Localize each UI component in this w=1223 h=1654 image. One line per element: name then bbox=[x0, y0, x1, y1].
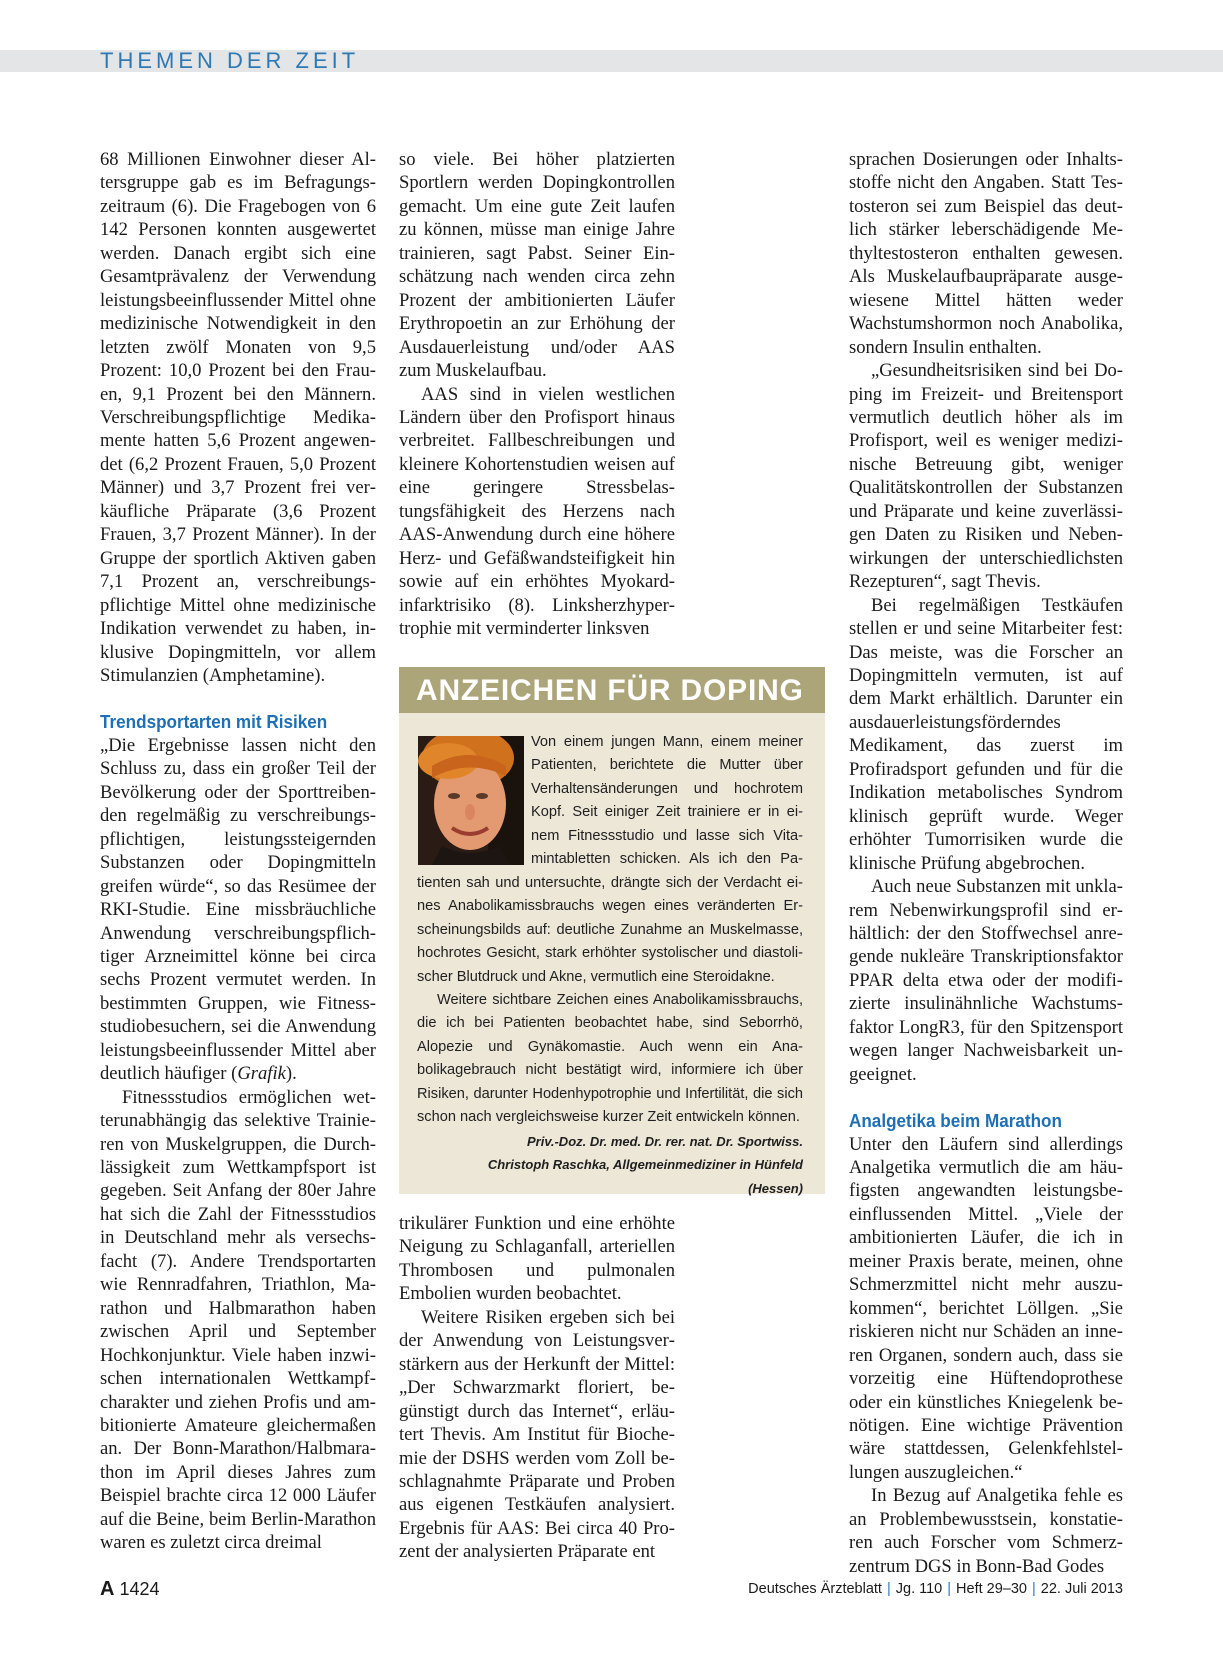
author-affiliation: Christoph Raschka, Allgemeinmediziner in Hünfeld (Hessen) bbox=[487, 1157, 803, 1196]
paragraph: Unter den Läufern sind allerdings Analgetika vermutlich die am häufigsten angewandten leistungsbeeinflussenden Mittel. „Viele der ambitionierten Läufer, die ich in meiner Praxis berate, meinen, ohne Schmerzmittel nicht mehr auszukommen“, berichtet Löllgen. „Sie riskieren nicht nur Schäden an inneren Organen, sondern auch, dass sie vorzeitig eine Hüftendoprothese oder ein künstliches Kniegelenk benötigen. Eine wichtige Prävention wäre stattdessen, Gelenkfehlstellungen auszugleichen.“ bbox=[849, 1133, 1123, 1483]
sidebar-box-body bbox=[417, 731, 803, 1200]
text-column-2-bottom bbox=[399, 1212, 675, 1564]
journal-citation: Deutsches Ärzteblatt | Jg. 110 | Heft 29–30 | 22. Juli 2013 bbox=[748, 1581, 1123, 1597]
sidebar-box-header bbox=[399, 667, 825, 713]
author-name: Priv.-Doz. Dr. med. Dr. rer. nat. Dr. Sportwiss. bbox=[527, 1133, 803, 1149]
paragraph: Von einem jungen Mann, einem meiner Patienten, berichtete die Mutter über Verhaltensänderungen und hochrotem Kopf. Seit einiger Zeit trainiere er in einem Fitnessstudio und lasse sich Vitamintabletten schicken. Als ich den Patienten sah und untersuchte, drängte sich der Verdacht eines Anabolikamissbrauchs wegen eines veränderten Erscheinungsbilds auf: deutliche Zunahme an Muskelmasse, hochrotes Gesicht, stark erhöhter systolischer und diastolischer Blutdruck und Akne, vermutlich eine Steroidakne. bbox=[417, 734, 803, 985]
paragraph: trikulärer Funktion und eine erhöhte Neigung zu Schlaganfall, arteriellen Thrombosen und pulmonalen Embolien wurden beobachtet. bbox=[399, 1213, 675, 1305]
paragraph: AAS sind in vielen westlichen Ländern über den Profisport hinaus verbreitet. Fallbeschreibungen und kleinere Kohortenstudien weisen auf eine geringere Stressbelastungsfähigkeit des Herzens nach AAS-Anwendung durch eine höhere Herz- und Gefäßwandsteifigkeit hin sowie auf ein erhöhtes Myokardinfarktrisiko (8). Linksherzhypertrophie mit verminderter linksven bbox=[399, 383, 675, 640]
subheading-analgetika: Analgetika beim Marathon bbox=[849, 1110, 1062, 1132]
paragraph: In Bezug auf Analgetika fehle es an Problembewusstsein, konstatieren auch Forscher vom Schmerzzentrum DGS in Bonn-Bad Godes bbox=[849, 1485, 1123, 1577]
paragraph: Auch neue Substanzen mit unklarem Nebenwirkungsprofil sind erhältlich: der den Stoffwechsel anregende nukleäre Transkriptionsfaktor PPAR delta etwa oder der modifizierte insulinähnliche Wachstumsfaktor LongR3, für den Spitzensport wegen langer Nachweisbarkeit ungeeignet. bbox=[849, 876, 1123, 1085]
text-column-1 bbox=[100, 148, 376, 1555]
paragraph: so viele. Bei höher platzierten Sportlern werden Dopingkontrollen gemacht. Um eine gute Zeit laufen zu können, müsse man einige Jahre trainieren, sagt Pabst. Seiner Einschätzung nach wenden circa zehn Prozent der ambitionierten Läufer Erythropoetin an zur Erhöhung der Ausdauerleistung und/oder AAS zum Muskelaufbau. bbox=[399, 149, 675, 382]
text-column-2-top bbox=[399, 148, 675, 641]
page-number: A 1424 bbox=[100, 1578, 160, 1600]
sidebar-box-title: ANZEICHEN FÜR DOPING bbox=[416, 674, 804, 707]
paragraph: sprachen Dosierungen oder Inhaltsstoffe nicht den Angaben. Statt Testosteron sei zum Beispiel das deutlich stärker leberschädigende Methyltestosteron enthalten gewesen. Als Muskelaufbaupräparate ausgewiesene Mittel hätten weder Wachstumshormon noch Anabolika, sondern Insulin enthalten. bbox=[849, 149, 1123, 358]
subheading-trendsportarten: Trendsportarten mit Risiken bbox=[100, 711, 328, 733]
paragraph: Weitere Risiken ergeben sich bei der Anwendung von Leistungsverstärkern aus der Herkunft der Mittel: „Der Schwarzmarkt floriert, begünstigt durch das Internet“, erläutert Thevis. Am Institut für Biochemie der DSHS werden vom Zoll beschlagnahmte Präparate und Proben aus eigenen Testkäufen analysiert. Ergebnis für AAS: Bei circa 40 Prozent der analysierten Präparate ent bbox=[399, 1306, 675, 1563]
paragraph: „Gesundheitsrisiken sind bei Doping im Freizeit- und Breitensport vermutlich deutlich höher als im Profisport, weil es weniger medizinische Betreuung gibt, weniger Qualitätskontrollen der Substanzen und Präparate und keine zuverlässigen Daten zu Risiken und Nebenwirkungen der unterschiedlichsten Rezepturen“, sagt Thevis. bbox=[849, 360, 1123, 593]
text-column-3 bbox=[849, 148, 1123, 1578]
paragraph: Fitnessstudios ermöglichen wetterunabhängig das selektive Trainieren von Muskelgruppen, die Durchlässigkeit zum Wettkampfsport ist gegeben. Seit Anfang der 80er Jahre hat sich die Zahl der Fitnessstudios in Deutschland mehr als versechsfacht (7). Andere Trendsportarten wie Rennradfahren, Triathlon, Marathon und Halbmarathon haben zwischen April und September Hochkonjunktur. Viele haben inzwischen internationalen Wettkampfcharakter und ziehen Profis und ambitionierte Amateure gleichermaßen an. Der Bonn-Marathon/Halbmarathon im April dieses Jahres zum Beispiel brachte circa 12 000 Läufer auf die Beine, beim Berlin-Marathon waren es zuletzt circa dreimal bbox=[100, 1086, 376, 1554]
paragraph: 68 Millionen Einwohner dieser Altersgruppe gab es im Befragungszeitraum (6). Die Fragebogen von 6 142 Personen konnten ausgewertet werden. Danach ergibt sich eine Gesamtprävalenz der Verwendung leistungsbeeinflussender Mittel ohne medizinische Notwendigkeit in den letzten zwölf Monaten von 9,5 Prozent: 10,0 Prozent bei den Frauen, 9,1 Prozent bei den Männern. Verschreibungspflichtige Medikamente hatten 5,6 Prozent angewendet (6,2 Prozent Frauen, 5,0 Prozent Männer) und 3,7 Prozent frei verkäufliche Präparate (3,6 Prozent Frauen, 3,7 Prozent Männer). In der Gruppe der sportlich Aktiven gaben 7,1 Prozent an, verschreibungspflichtige Mittel ohne medizinische Indikation verwendet zu haben, inklusive Dopingmitteln, vor allem Stimulanzien (Amphetamine). bbox=[100, 149, 376, 686]
paragraph: Bei regelmäßigen Testkäufen stellen er und seine Mitarbeiter fest: Das meiste, was die Forscher an Dopingmitteln vermuten, ist auf dem Markt erhältlich. Darunter ein ausdauerleistungsförderndes Medikament, das zuerst im Profiradsport gefunden und für die Indikation metabolisches Syndrom klinisch geprüft wurde. Weger erhöhter Tumorrisiken wurde die klinische Prüfung abgebrochen. bbox=[849, 594, 1123, 874]
figure-reference: Grafik bbox=[237, 1063, 286, 1085]
paragraph: Weitere sichtbare Zeichen eines Anabolikamissbrauchs, die ich bei Patienten beobachtet habe, sind Seborrhö, Alopezie und Gynäkomastie. Auch wenn ein Anabolikagebrauch nicht bestätigt wird, informiere ich über Risiken, darunter Hodenhypotrophie und Infertilität, die sich schon nach vergleichsweise kurzer Zeit entwickeln können. Priv.-Doz. Dr. med. Dr. rer. nat. Dr. Sportwiss. Christoph Raschka, Allgemeinmediziner in Hünfeld (Hessen) bbox=[417, 989, 803, 1200]
section-title: THEMEN DER ZEIT bbox=[100, 48, 360, 73]
sidebar-box-doping bbox=[399, 667, 825, 1194]
paragraph: „Die Ergebnisse lassen nicht den Schluss zu, dass ein großer Teil der Bevölkerung oder der Sporttreibenden regelmäßig zu verschreibungspflichtigen, leistungssteigernden Substanzen oder Dopingmitteln greifen würde“, so das Resümee der RKI-Studie. Eine missbräuchliche Anwendung verschreibungspflichtiger Arzneimittel könne bei circa sechs Prozent vermutet werden. In bestimmten Gruppen, wie Fitnessstudiobesuchern, sei die Anwendung leistungsbeeinflussender Mittel aber deutlich häufiger (Grafik). bbox=[100, 734, 376, 1085]
